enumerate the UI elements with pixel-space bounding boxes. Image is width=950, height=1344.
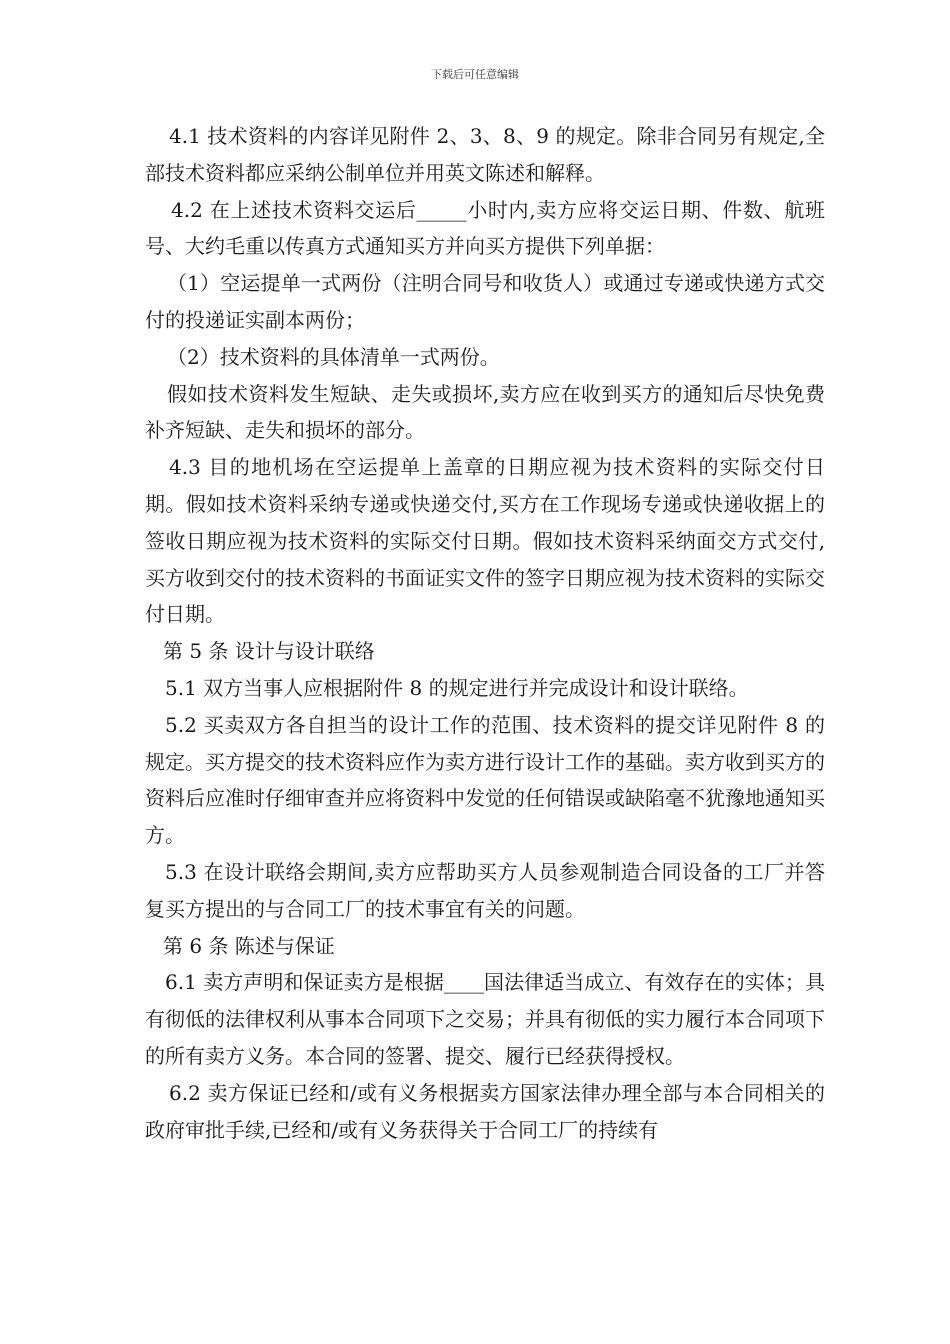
paragraph-5-3: 5.3 在设计联络会期间,卖方应帮助买方人员参观制造合同设备的工厂并答复买方提出的与合同工厂的技术事宜有关的问题。 xyxy=(145,859,825,921)
paragraph-6-2: 6.2 卖方保证已经和/或有义务根据卖方国家法律办理全部与本合同相关的政府审批手续,已经和/或有义务获得关于合同工厂的持续有 xyxy=(145,1080,825,1142)
page-header: 下载后可任意编辑 xyxy=(431,68,519,81)
paragraph-4-3: 4.3 目的地机场在空运提单上盖章的日期应视为技术资料的实际交付日期。假如技术资料采纳专递或快递交付,买方在工作现场专递或快递收据上的签收日期应视为技术资料的实际交付日期。假如技术资料采纳面交方式交付,买方收到交付的技术资料的书面证实文件的签字日期应视为技术资料的实际交付日期。 xyxy=(145,455,825,627)
section-5-heading: 第 5 条 设计与设计联络 xyxy=(163,639,375,664)
paragraph-4-2-item-1: （1）空运提单一式两份（注明合同号和收货人）或通过专递或快递方式交付的投递证实副本两份； xyxy=(145,271,825,332)
paragraph-shortage: 假如技术资料发生短缺、走失或损坏,卖方应在收到买方的通知后尽快免费补齐短缺、走失和损坏的部分。 xyxy=(145,381,825,443)
document-body xyxy=(145,118,825,1148)
paragraph-4-2: 4.2 在上述技术资料交运后_____小时内,卖方应将交运日期、件数、航班号、大约毛重以传真方式通知买方并向买方提供下列单据： xyxy=(145,197,825,259)
section-6-heading: 第 6 条 陈述与保证 xyxy=(163,933,335,958)
paragraph-5-2: 5.2 买卖双方各自担当的设计工作的范围、技术资料的提交详见附件 8 的规定。买方提交的技术资料应作为卖方进行设计工作的基础。卖方收到买方的资料后应准时仔细审查并应将资料中发觉的任何错误或缺陷毫不犹豫地通知买方。 xyxy=(145,712,825,848)
paragraph-4-1: 4.1 技术资料的内容详见附件 2、3、8、9 的规定。除非合同另有规定,全部技术资料都应采纳公制单位并用英文陈述和解释。 xyxy=(145,124,825,185)
paragraph-4-2-item-2: （2）技术资料的具体清单一式两份。 xyxy=(167,344,500,369)
paragraph-6-1: 6.1 卖方声明和保证卖方是根据____国法律适当成立、有效存在的实体；具有彻低的法律权利从事本合同项下之交易；并具有彻低的实力履行本合同项下的所有卖方义务。本合同的签署、提交、履行已经获得授权。 xyxy=(145,970,825,1068)
paragraph-5-1: 5.1 双方当事人应根据附件 8 的规定进行并完成设计和设计联络。 xyxy=(165,675,749,700)
